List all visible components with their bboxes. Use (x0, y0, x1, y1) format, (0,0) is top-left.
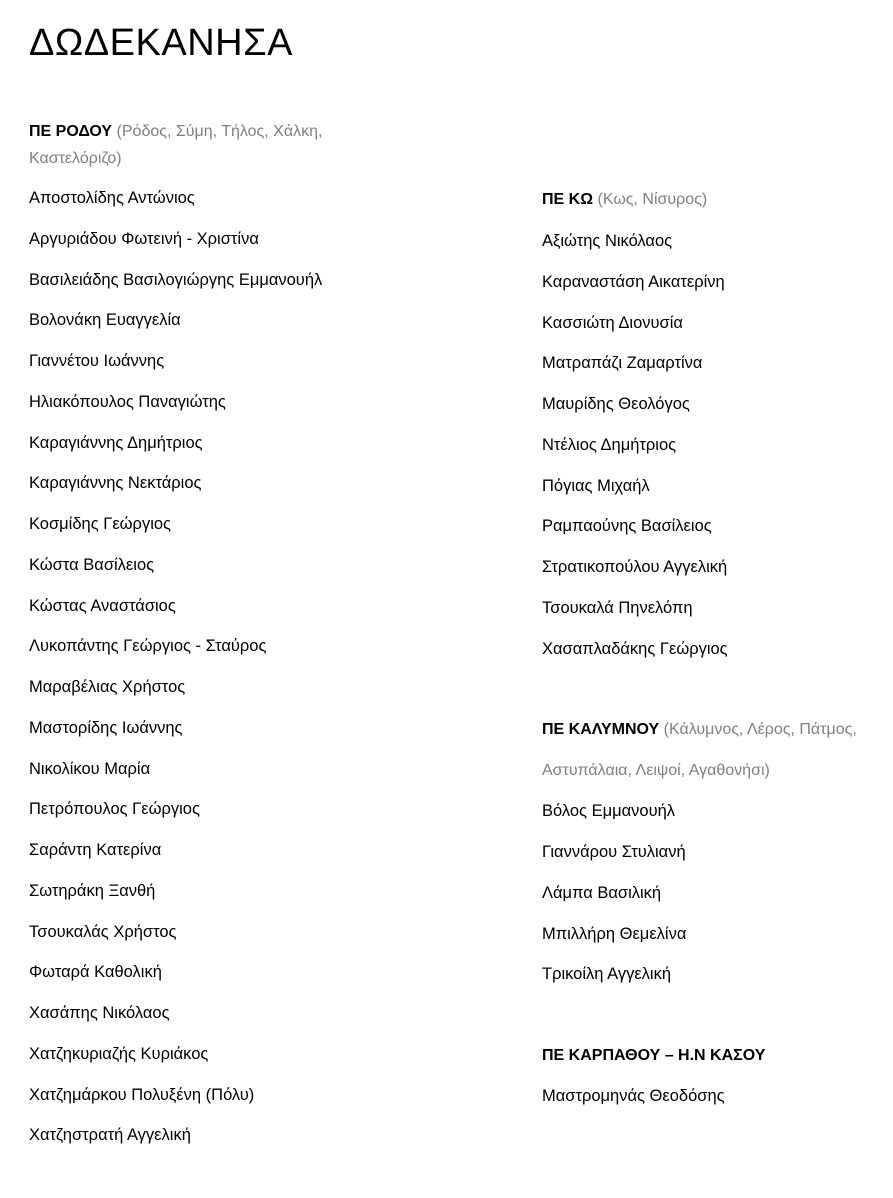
list-item: Λυκοπάντης Γεώργιος - Σταύρος (29, 637, 267, 656)
list-item: Σαράντη Κατερίνα (29, 841, 162, 859)
region-name: ΠΕ ΚΑΡΠΑΘΟΥ – Η.Ν ΚΑΣΟΥ (542, 1047, 766, 1064)
region-towns: (Κως, Νίσυρος) (593, 191, 708, 208)
list-item: Κοσμίδης Γεώργιος (29, 515, 171, 533)
list-item: Τσουκαλάς Χρήστος (29, 922, 177, 941)
name-list-kos (542, 221, 882, 669)
list-item: Ντέλιος Δημήτριος (542, 435, 677, 454)
region-name: ΠΕ ΚΑΛΥΜΝΟΥ (542, 721, 660, 739)
list-item: Αξιώτης Νικόλαος (542, 232, 673, 250)
list-item: Πόγιας Μιχαήλ (542, 476, 650, 495)
list-item: Φωταρά Καθολική (29, 963, 162, 982)
list-item: Νικολίκου Μαρία (29, 759, 151, 778)
left-column (29, 118, 369, 1156)
name-list-rodos (29, 178, 369, 1156)
list-item: Σωτηράκη Ξανθή (29, 881, 156, 900)
section-heading-karpathos (542, 1035, 882, 1076)
list-item: Χασάπης Νικόλαος (29, 1004, 170, 1022)
list-item: Καραγιάννης Νεκτάριος (29, 474, 202, 493)
list-item: Κώστα Βασίλειος (29, 555, 155, 574)
list-item: Χατζημάρκου Πολυξένη (Πόλυ) (29, 1085, 255, 1104)
section-rodos (29, 118, 369, 1156)
section-kalymnos (542, 709, 882, 995)
list-item: Ηλιακόπουλος Παναγιώτης (29, 392, 226, 411)
list-item: Βασιλειάδης Βασιλογιώργης Εμμανουήλ (29, 270, 323, 289)
list-item: Λάμπα Βασιλική (542, 883, 662, 902)
list-item: Μαραβέλιας Χρήστος (29, 678, 186, 696)
list-item: Βολονάκη Ευαγγελία (29, 311, 181, 330)
list-item: Μαστρομηνάς Θεοδόσης (542, 1087, 725, 1105)
region-towns: (Κάλυμνος, Λέρος, Πάτμος, Αστυπάλαια, Λειψοί, Αγαθονήσι) (542, 721, 857, 780)
list-item: Γιαννέτου Ιωάννης (29, 352, 165, 370)
list-item: Καραγιάννης Δημήτριος (29, 433, 203, 452)
list-item: Ραμπαούνης Βασίλειος (542, 517, 712, 536)
region-towns: (Ρόδος, Σύμη, Τήλος, Χάλκη, Καστελόριζο) (29, 123, 323, 167)
list-item: Μαυρίδης Θεολόγος (542, 395, 690, 413)
list-item: Τσουκαλά Πηνελόπη (542, 598, 693, 617)
list-item: Μπιλλήρη Θεμελίνα (542, 924, 687, 943)
name-list-kalymnos (542, 791, 882, 995)
list-item: Αργυριάδου Φωτεινή - Χριστίνα (29, 229, 259, 248)
list-item: Κασσιώτη Διονυσία (542, 313, 683, 332)
page-title: ΔΩΔΕΚΑΝΗΣΑ (29, 22, 293, 64)
list-item: Βόλος Εμμανουήλ (542, 802, 676, 821)
section-heading-kalymnos (542, 709, 882, 791)
section-kos (542, 186, 882, 669)
list-item: Στρατικοπούλου Αγγελική (542, 558, 728, 576)
list-item: Χατζηστρατή Αγγελική (29, 1126, 191, 1145)
region-name: ΠΕ ΚΩ (542, 191, 594, 208)
section-karpathos (542, 1035, 882, 1117)
list-item: Αποστολίδης Αντώνιος (29, 189, 195, 207)
list-item: Μαστορίδης Ιωάννης (29, 718, 183, 737)
list-item: Κώστας Αναστάσιος (29, 596, 176, 615)
list-item: Καραναστάση Αικατερίνη (542, 272, 725, 291)
region-name: ΠΕ ΡΟΔΟΥ (29, 123, 113, 140)
list-item: Χατζηκυριαζής Κυριάκος (29, 1044, 209, 1063)
list-item: Γιαννάρου Στυλιανή (542, 843, 686, 861)
list-item: Ματραπάζι Ζαμαρτίνα (542, 354, 703, 373)
section-heading-rodos (29, 118, 369, 172)
list-item: Πετρόπουλος Γεώργιος (29, 800, 200, 819)
section-heading-kos (542, 186, 882, 213)
right-column (542, 186, 882, 1117)
list-item: Τρικοίλη Αγγελική (542, 965, 672, 984)
name-list-karpathos (542, 1076, 882, 1117)
list-item: Χασαπλαδάκης Γεώργιος (542, 639, 728, 658)
